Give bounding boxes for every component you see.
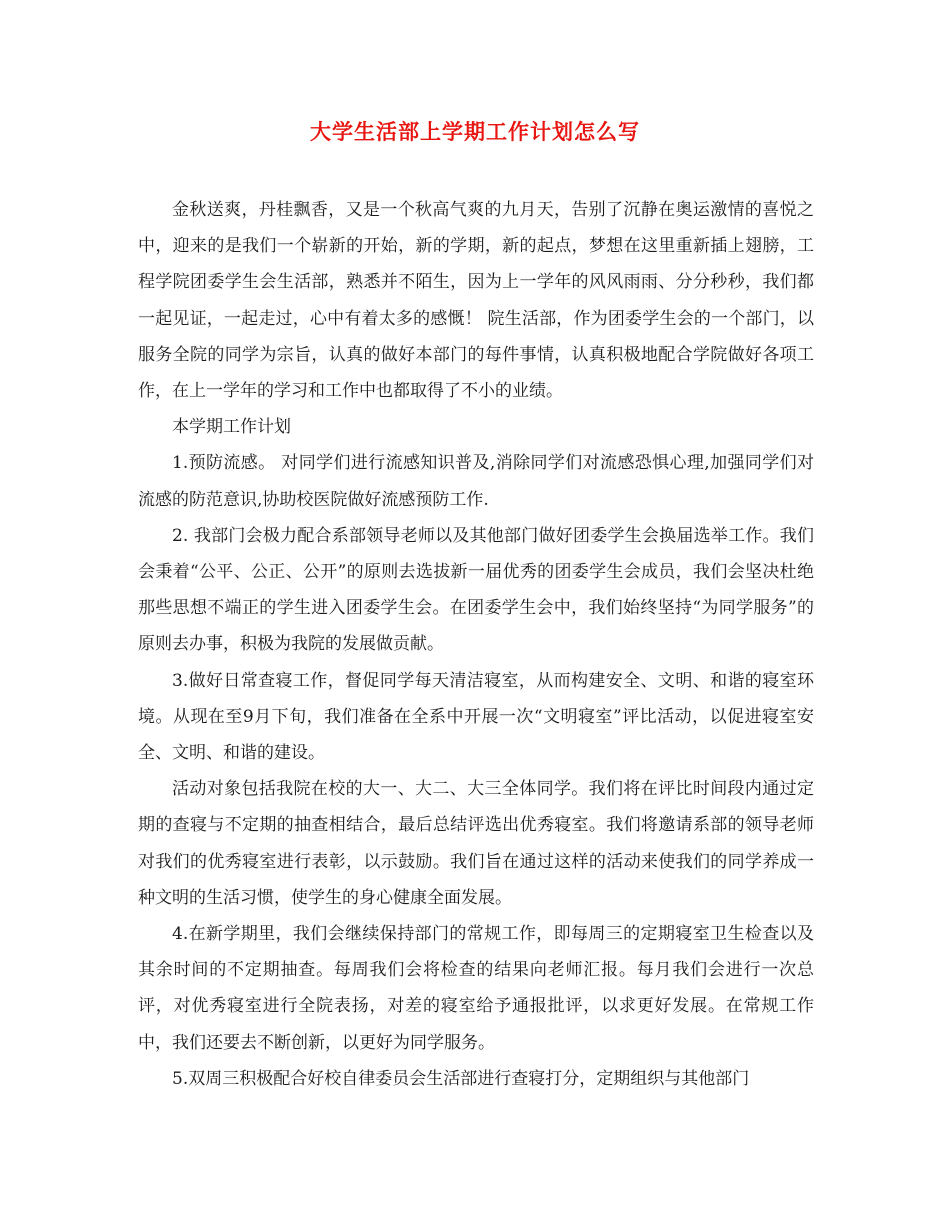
paragraph-item-5: 5.双周三积极配合好校自律委员会生活部进行查寝打分，定期组织与其他部门 xyxy=(172,1068,750,1089)
paragraph-item-4: 4.在新学期里，我们会继续保持部门的常规工作，即每周三的定期寝室卫生检查以及其余时间的不定期抽查。每周我们会将检查的结果向老师汇报。每月我们会进行一次总评，对优秀寝室进行全院表扬，对差的寝室给予通报批评，以求更好发展。在常规工作中，我们还要去不断创新，以更好为同学服务。 xyxy=(138,924,814,1053)
document-title: 大学生活部上学期工作计划怎么写 xyxy=(310,119,640,144)
paragraph-intro: 金秋送爽，丹桂飘香，又是一个秋高气爽的九月天，告别了沉静在奥运激情的喜悦之中，迎来的是我们一个崭新的开始，新的学期，新的起点，梦想在这里重新插上翅膀，工程学院团委学生会生活部，熟悉并不陌生，因为上一学年的风风雨雨、分分秒秒，我们都一起见证，一起走过，心中有着太多的感慨！ 院生活部，作为团委学生会的一个部门，以服务全院的同学为宗旨，认真的做好本部门的每件事情，认真积极地配合学院做好各项工作，在上一学年的学习和工作中也都取得了不小的业绩。 xyxy=(138,200,814,402)
document-body xyxy=(138,192,814,1097)
paragraph-item-1: 1.预防流感。 对同学们进行流感知识普及,消除同学们对流感恐惧心理,加强同学们对流感的防范意识,协助校医院做好流感预防工作. xyxy=(138,453,814,510)
paragraph-plan-heading: 本学期工作计划 xyxy=(172,417,291,438)
paragraph-item-3: 3.做好日常查寝工作，督促同学每天清洁寝室，从而构建安全、文明、和谐的寝室环境。从现在至9月下旬，我们准备在全系中开展一次“文明寝室”评比活动，以促进寝室安全、文明、和谐的建设。 xyxy=(138,670,814,764)
paragraph-item-2: 2. 我部门会极力配合系部领导老师以及其他部门做好团委学生会换届选举工作。我们会秉着“公平、公正、公开”的原则去选拔新一届优秀的团委学生会成员，我们会坚决杜绝那些思想不端正的学生进入团委学生会。在团委学生会中，我们始终坚持“为同学服务”的原则去办事，积极为我院的发展做贡献。 xyxy=(138,525,814,655)
paragraph-activity: 活动对象包括我院在校的大一、大二、大三全体同学。我们将在评比时间段内通过定期的查寝与不定期的抽查相结合，最后总结评选出优秀寝室。我们将邀请系部的领导老师对我们的优秀寝室进行表彰，以示鼓励。我们旨在通过这样的活动来使我们的同学养成一种文明的生活习惯，使学生的身心健康全面发展。 xyxy=(138,779,814,908)
